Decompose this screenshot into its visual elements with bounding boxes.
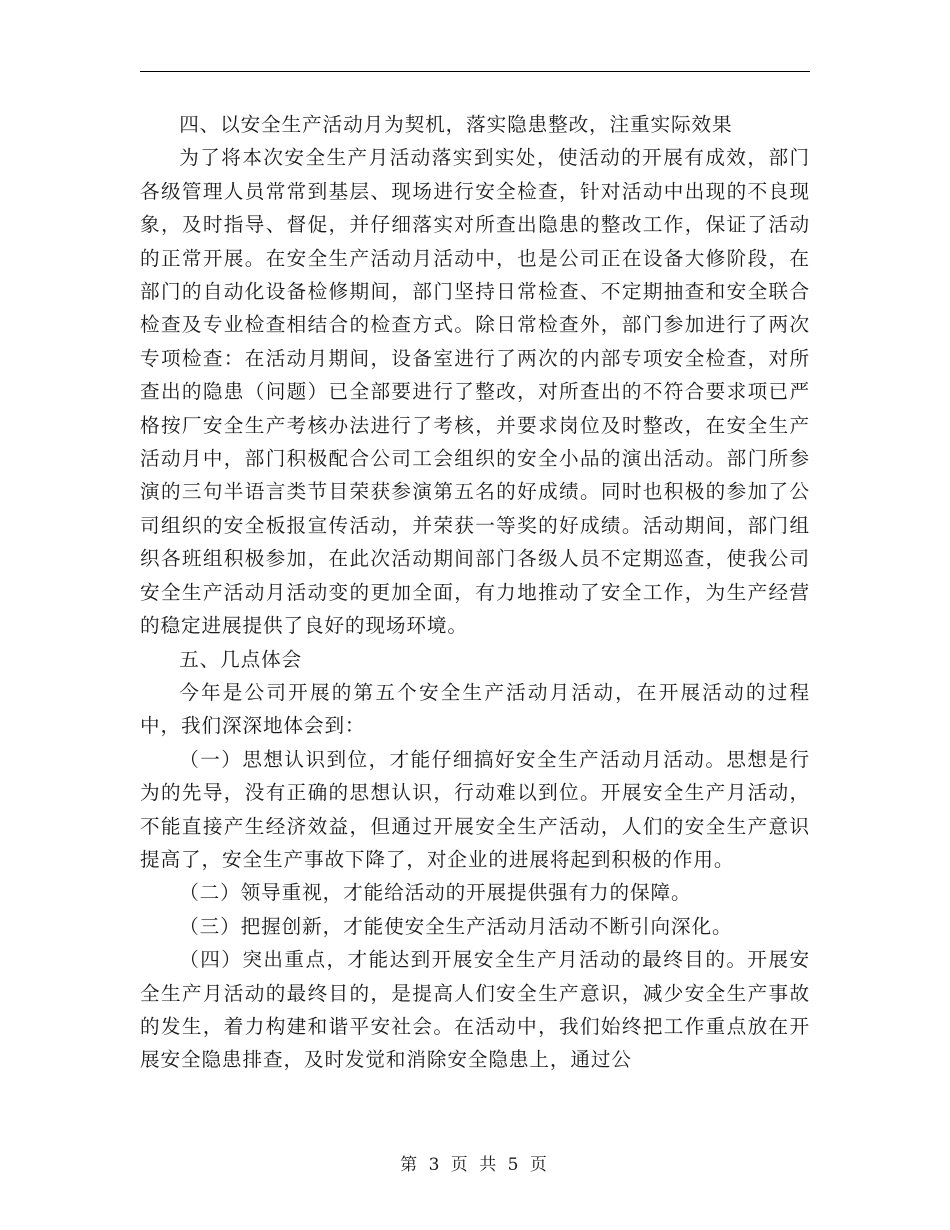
- body-paragraph: （四）突出重点，才能达到开展安全生产月活动的最终目的。开展安全生产月活动的最终目的，是提高人们安全生产意识，减少安全生产事故的发生，着力构建和谐平安社会。在活动中，我们始终把工作重点放在开展安全隐患排查，及时发觉和消除安全隐患上，通过公: [140, 948, 810, 1072]
- header-rule: [140, 71, 810, 72]
- body-paragraph: （二）领导重视，才能给活动的开展提供强有力的保障。: [179, 881, 692, 905]
- page-number-footer: 第 3 页 共 5 页: [400, 1155, 550, 1175]
- section-heading-five: 五、几点体会: [179, 647, 303, 671]
- body-paragraph: 今年是公司开展的第五个安全生产活动月活动，在开展活动的过程中，我们深深地体会到：: [140, 680, 810, 738]
- body-paragraph: （一）思想认识到位，才能仔细搞好安全生产活动月活动。思想是行为的先导，没有正确的思想认识，行动难以到位。开展安全生产月活动，不能直接产生经济效益，但通过开展安全生产活动，人们的安全生产意识提高了，安全生产事故下降了，对企业的进展将起到积极的作用。: [140, 747, 810, 871]
- body-paragraph: 为了将本次安全生产月活动落实到实处，使活动的开展有成效，部门各级管理人员常常到基层、现场进行安全检查，针对活动中出现的不良现象，及时指导、督促，并仔细落实对所查出隐患的整改工作，保证了活动的正常开展。在安全生产活动月活动中，也是公司正在设备大修阶段，在部门的自动化设备检修期间，部门坚持日常检查、不定期抽查和安全联合检查及专业检查相结合的检查方式。除日常检查外，部门参加进行了两次专项检查：在活动月期间，设备室进行了两次的内部专项安全检查，对所查出的隐患（问题）已全部要进行了整改，对所查出的不符合要求项已严格按厂安全生产考核办法进行了考核，并要求岗位及时整改，在安全生产活动月中，部门积极配合公司工会组织的安全小品的演出活动。部门所参演的三句半语言类节目荣获参演第五名的好成绩。同时也积极的参加了公司组织的安全板报宣传活动，并荣获一等奖的好成绩。活动期间，部门组织各班组积极参加，在此次活动期间部门各级人员不定期巡查，使我公司安全生产活动月活动变的更加全面，有力地推动了安全工作，为生产经营的稳定进展提供了良好的现场环境。: [140, 146, 810, 638]
- document-body: [140, 108, 810, 1077]
- section-heading-four: 四、以安全生产活动月为契机，落实隐患整改，注重实际效果: [179, 113, 733, 136]
- body-paragraph: （三）把握创新，才能使安全生产活动月活动不断引向深化。: [179, 914, 733, 938]
